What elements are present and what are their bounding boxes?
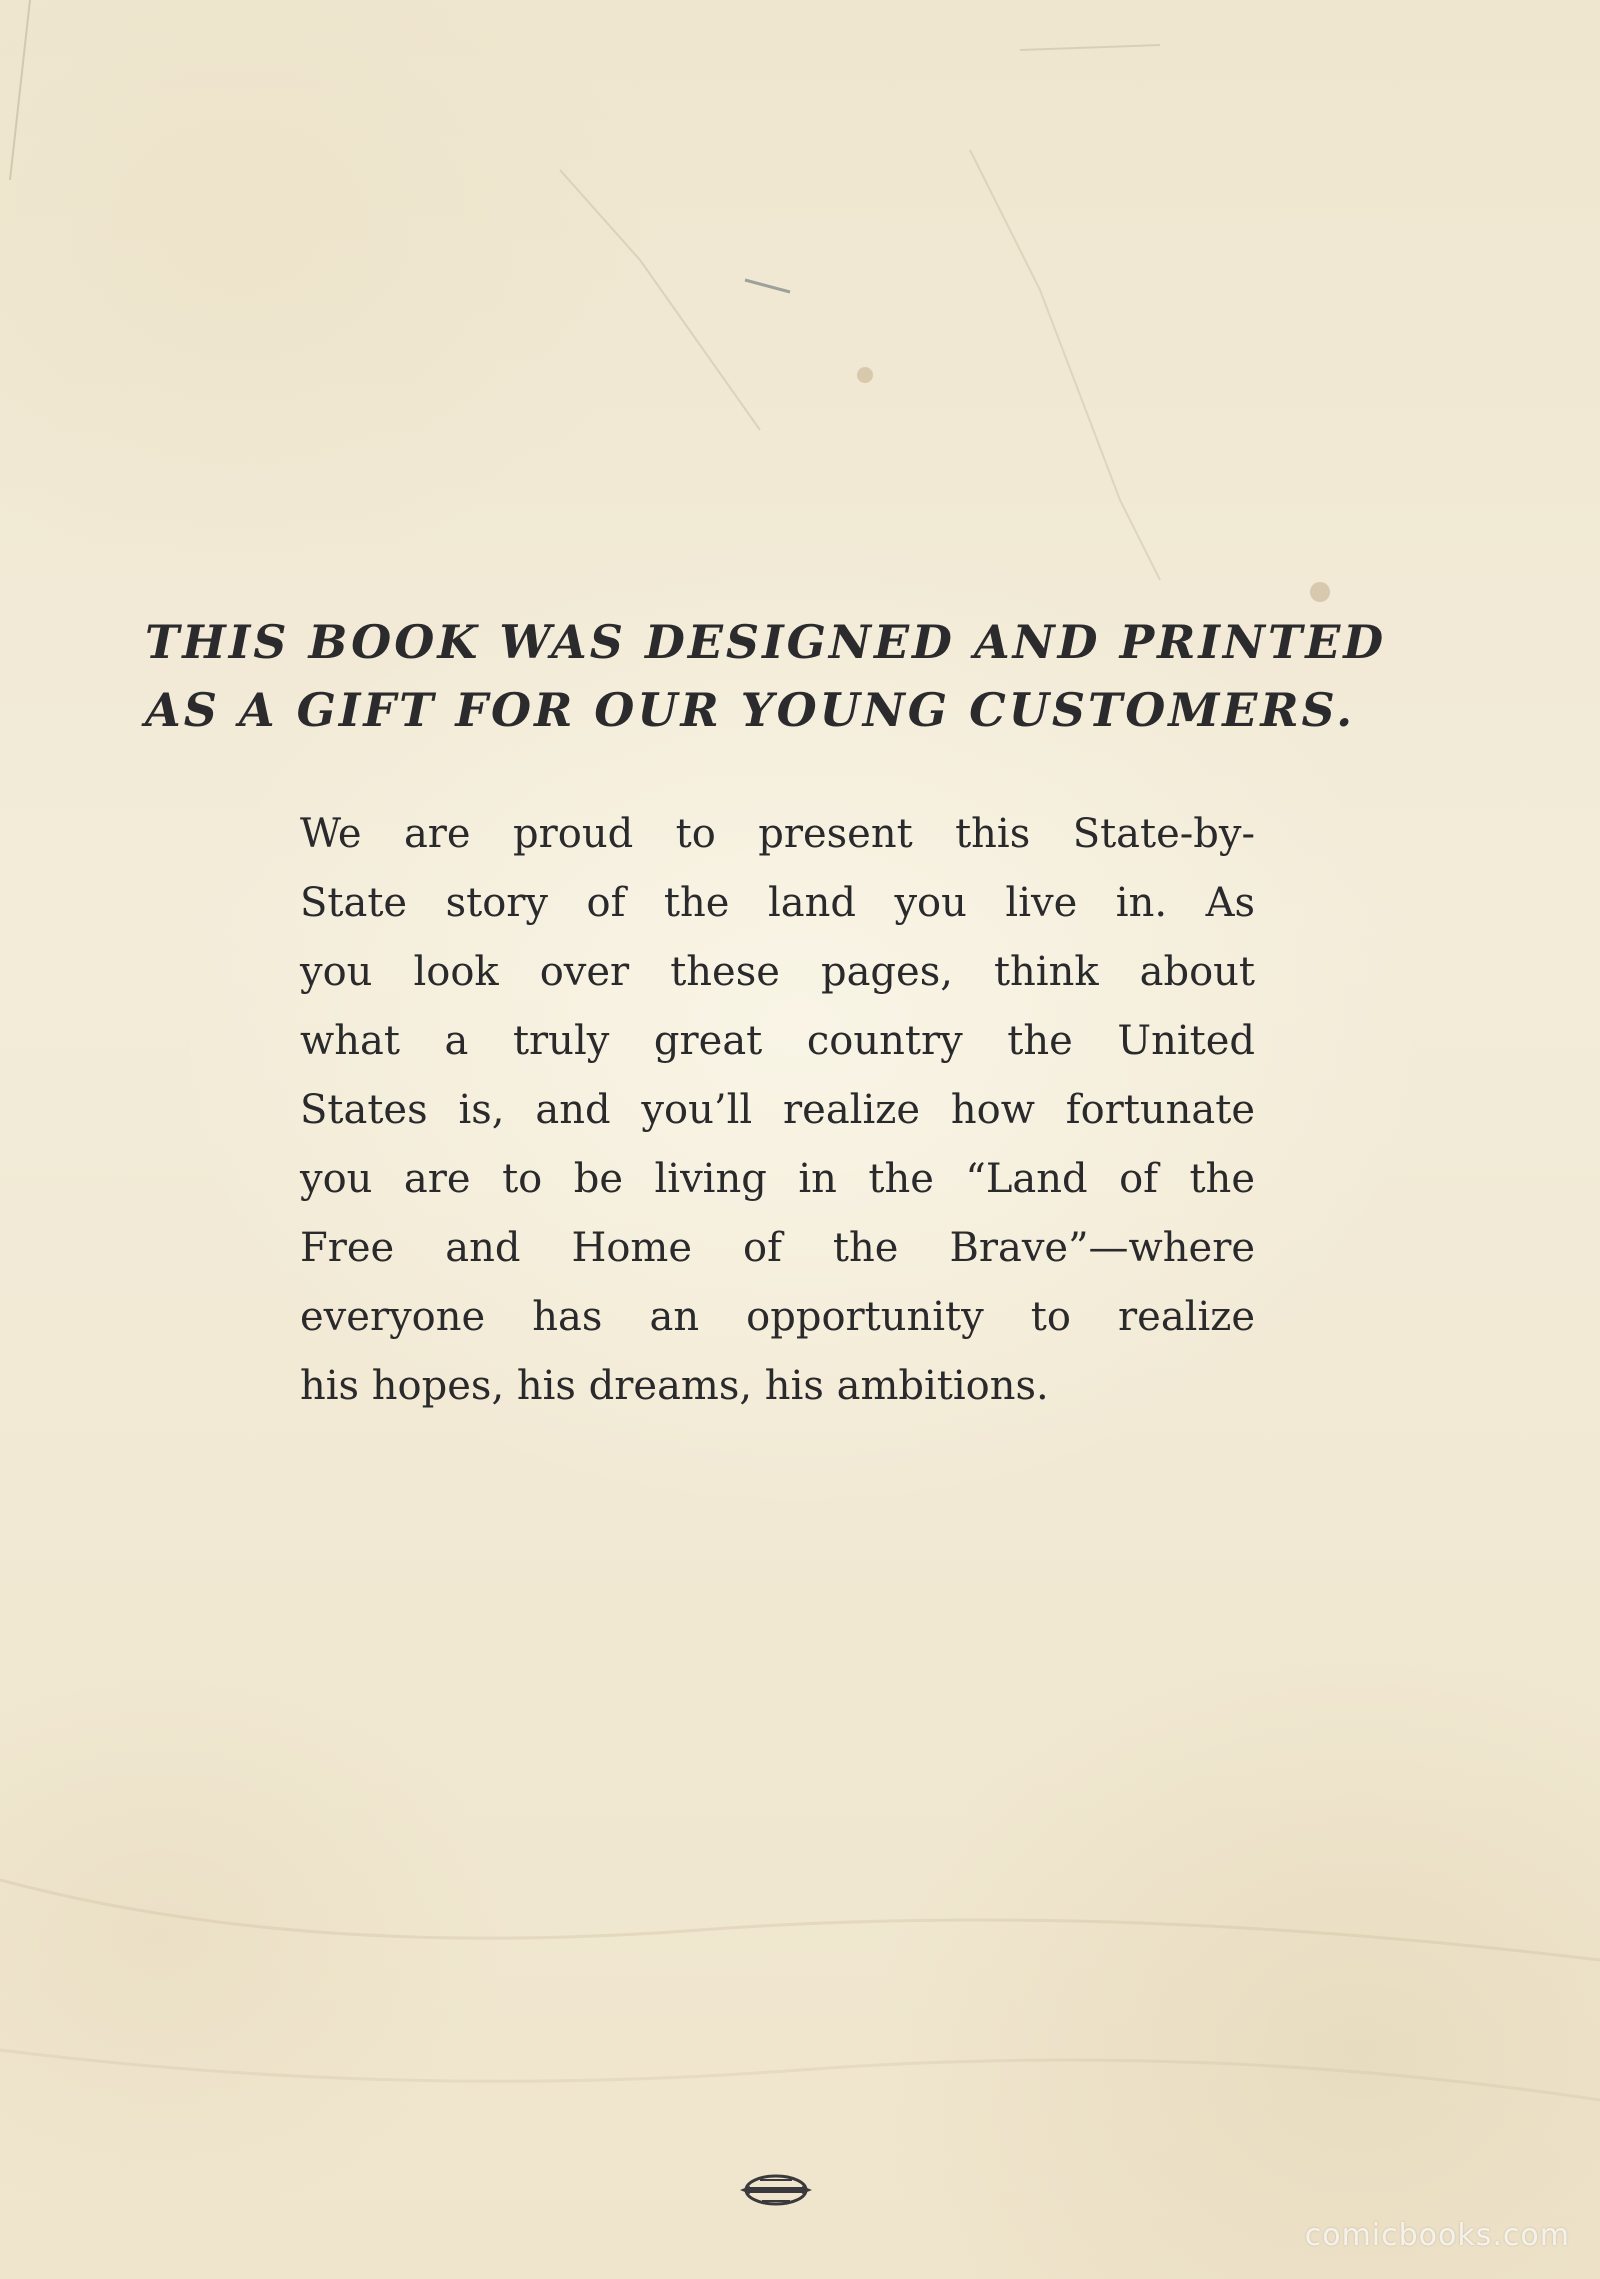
- paragraph-line: States is, and you’ll realize how fortunate: [300, 1087, 1255, 1133]
- heading-line: THIS BOOK WAS DESIGNED AND PRINTED: [145, 615, 1387, 669]
- gift-heading: [145, 608, 1435, 744]
- dedication-paragraph: [300, 800, 1255, 1421]
- paragraph-line: his hopes, his dreams, his ambitions.: [300, 1363, 1049, 1409]
- paragraph-line: We are proud to present this State-by-: [300, 811, 1255, 857]
- paragraph-line: what a truly great country the United: [300, 1018, 1255, 1064]
- union-bug-icon: [738, 2168, 814, 2212]
- site-watermark: comicbooks.com: [1304, 2218, 1570, 2253]
- paragraph-line: you are to be living in the “Land of the: [300, 1156, 1255, 1202]
- paragraph-line: State story of the land you live in. As: [300, 880, 1255, 926]
- heading-line: AS A GIFT FOR OUR YOUNG CUSTOMERS.: [145, 683, 1356, 737]
- paragraph-line: everyone has an opportunity to realize: [300, 1294, 1255, 1340]
- paragraph-line: Free and Home of the Brave”—where: [300, 1225, 1255, 1271]
- paragraph-line: you look over these pages, think about: [300, 949, 1255, 995]
